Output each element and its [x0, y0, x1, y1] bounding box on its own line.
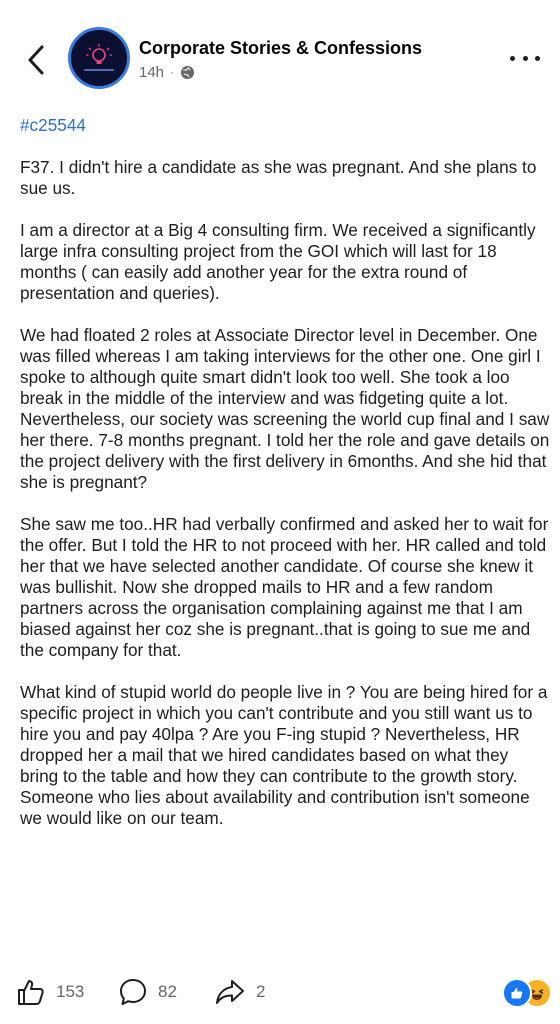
globe-icon [180, 65, 195, 80]
avatar-caption-decoration [84, 69, 114, 71]
hashtag-link[interactable]: #c25544 [20, 115, 86, 135]
reaction-summary[interactable] [502, 978, 552, 1008]
post-body [20, 115, 550, 850]
post-meta [139, 64, 195, 81]
post-action-bar [0, 972, 560, 1016]
thumbs-up-icon [16, 977, 46, 1007]
post-time[interactable]: 14h [139, 64, 165, 81]
chevron-left-icon [26, 44, 46, 76]
share-button[interactable] [214, 972, 265, 1012]
comment-button[interactable] [118, 972, 177, 1012]
more-dots-icon [510, 56, 515, 61]
share-arrow-icon [214, 977, 246, 1007]
like-button[interactable] [16, 972, 84, 1012]
post-paragraph: What kind of stupid world do people live in ? You are being hired for a specific project in which you can't contribute and you still want us to hire you and pay 40lpa ? Are you F-ing stupid ? Nevertheless, HR dropped her a mail that we hired candidates based on what they bring to the table and how they can contribute to the growth story. Someone who lies about availability and contribution isn't someone we would like on our team. [20, 682, 548, 828]
more-options-button[interactable] [510, 50, 540, 66]
post-paragraph: I am a director at a Big 4 consulting firm. We received a significantly large infra consulting project from the GOI which will last for 18 months ( can easily add another year for the extra round of presentation and queries). [20, 220, 536, 303]
more-dots-icon [523, 56, 528, 61]
post-paragraph: We had floated 2 roles at Associate Director level in December. One was filled whereas I am taking interviews for the other one. One girl I spoke to although quite smart didn't look too well. She took a loo break in the middle of the interview and was fidgeting quite a lot. Nevertheless, our society was screening the world cup final and I saw her there. 7-8 months pregnant. I told her the role and gave details on the project delivery with the first delivery in 6months. And she hid that she is pregnant? [20, 325, 550, 492]
post-paragraph: She saw me too..HR had verbally confirmed and asked her to wait for the offer. But I told the HR to not proceed with her. HR called and told her that we have selected another candidate. Of course she knew it was bullishit. Now she dropped mails to HR and a few random partners across the organisation complaining against me that I am biased against her coz she is pregnant..that is going to sue me and the company for that. [20, 514, 549, 660]
back-button[interactable] [22, 42, 50, 78]
like-reaction-icon [502, 978, 532, 1008]
post-header [0, 0, 560, 110]
page-name-link[interactable]: Corporate Stories & Confessions [139, 38, 423, 58]
post-paragraph: F37. I didn't hire a candidate as she was pregnant. And she plans to sue us. [20, 157, 537, 198]
share-count: 2 [256, 982, 266, 1001]
comment-count: 82 [158, 982, 177, 1001]
meta-separator: · [170, 66, 174, 79]
like-count: 153 [56, 982, 85, 1001]
comment-bubble-icon [118, 977, 148, 1007]
more-dots-icon [535, 56, 540, 61]
page-avatar[interactable] [68, 27, 130, 89]
